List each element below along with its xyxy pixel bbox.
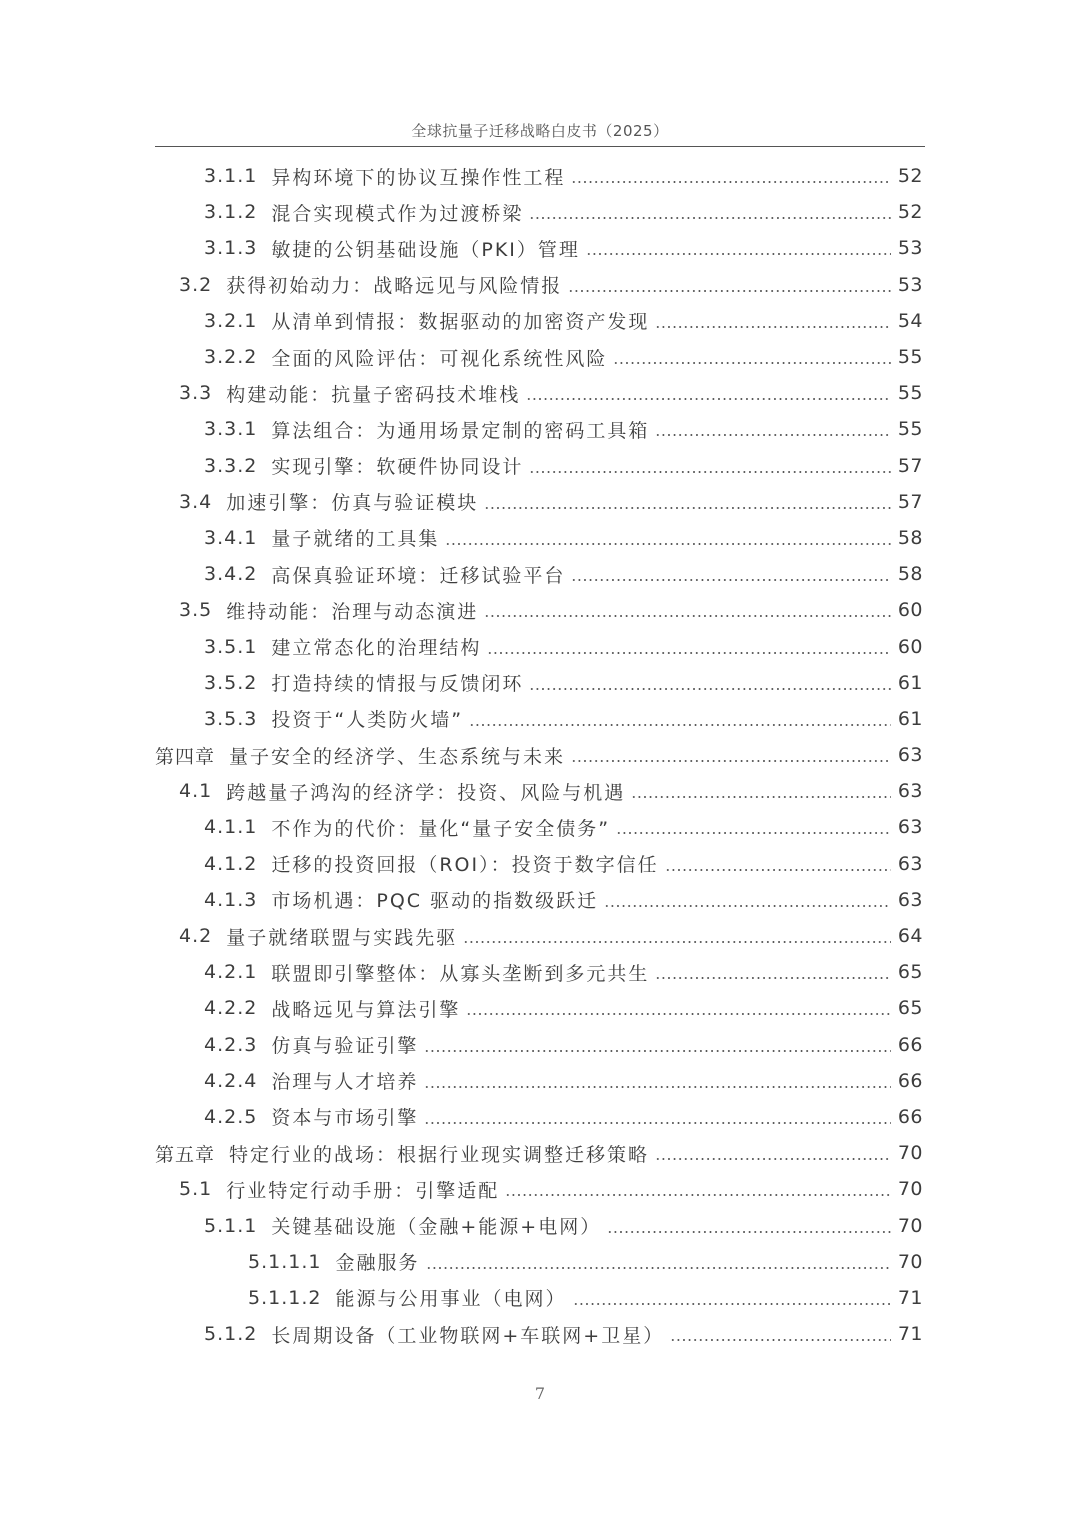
toc-entry-number: 4.2.4 <box>204 1069 258 1092</box>
toc-dot-leader <box>571 579 891 581</box>
toc-dot-leader <box>607 1231 891 1233</box>
toc-entry[interactable] <box>155 701 923 737</box>
toc-entry-number: 3.3.2 <box>204 454 258 477</box>
toc-entry-number: 4.1.1 <box>204 816 258 839</box>
toc-entry-title: 市场机遇：PQC 驱动的指数级跃迁 <box>271 890 599 913</box>
toc-dot-leader <box>665 869 891 871</box>
toc-entry-title: 量子就绪联盟与实践先驱 <box>226 926 458 949</box>
toc-entry-number: 5.1.1 <box>204 1214 258 1237</box>
toc-entry-number: 4.2.3 <box>204 1033 258 1056</box>
toc-entry-title: 构建动能：抗量子密码技术堆栈 <box>226 383 521 406</box>
toc-entry-page: 63 <box>897 744 923 767</box>
toc-entry-title: 金融服务 <box>335 1252 420 1275</box>
toc-dot-leader <box>655 434 891 436</box>
toc-entry-page: 66 <box>897 1105 923 1128</box>
toc-entry-number: 3.2.1 <box>204 309 258 332</box>
toc-entry-page: 70 <box>897 1214 923 1237</box>
toc-entry-title: 不作为的代价：量化“量子安全债务” <box>271 817 611 840</box>
toc-entry-number: 5.1 <box>179 1178 213 1201</box>
toc-entry-page: 71 <box>897 1323 923 1346</box>
toc-entry-number: 3.5 <box>179 599 213 622</box>
toc-entry-page: 61 <box>897 707 923 730</box>
toc-dot-leader <box>573 1303 892 1305</box>
toc-entry-title: 全面的风险评估：可视化系统性风险 <box>271 347 608 370</box>
toc-entry-page: 64 <box>897 925 923 948</box>
toc-entry[interactable] <box>155 954 923 990</box>
toc-entry-number: 3.1.3 <box>204 237 258 260</box>
toc-entry[interactable] <box>155 1063 923 1099</box>
toc-entry-title: 特定行业的战场：根据行业现实调整迁移策略 <box>229 1143 650 1166</box>
toc-entry[interactable] <box>155 411 923 447</box>
toc-entry[interactable] <box>155 1099 923 1135</box>
toc-entry-page: 54 <box>897 309 923 332</box>
toc-entry-number: 3.3 <box>179 382 213 405</box>
toc-entry-number: 5.1.1.1 <box>248 1250 322 1273</box>
toc-entry-number: 3.3.1 <box>204 418 258 441</box>
toc-dot-leader <box>529 217 891 219</box>
toc-entry-number: 4.1 <box>179 780 213 803</box>
toc-entry-page: 58 <box>897 526 923 549</box>
toc-entry[interactable] <box>155 484 923 520</box>
toc-entry-number: 4.2.1 <box>204 961 258 984</box>
page-number: 7 <box>534 1384 546 1403</box>
toc-entry[interactable] <box>155 1207 923 1243</box>
toc-dot-leader <box>529 688 891 690</box>
table-of-contents <box>155 158 923 1352</box>
toc-entry-title: 迁移的投资回报（ROI）：投资于数字信任 <box>271 854 659 877</box>
toc-entry-title: 长周期设备（工业物联网+车联网+卫星） <box>271 1324 665 1347</box>
toc-entry-page: 63 <box>897 780 923 803</box>
toc-entry-page: 70 <box>897 1178 923 1201</box>
toc-entry-page: 60 <box>897 635 923 658</box>
toc-entry-page: 55 <box>897 418 923 441</box>
toc-entry[interactable] <box>155 628 923 664</box>
toc-entry-title: 维持动能：治理与动态演进 <box>226 600 479 623</box>
toc-dot-leader <box>487 652 891 654</box>
toc-entry-title: 能源与公用事业（电网） <box>335 1288 567 1311</box>
toc-entry-number: 4.2 <box>179 925 213 948</box>
toc-entry[interactable] <box>155 194 923 230</box>
toc-entry[interactable] <box>155 846 923 882</box>
toc-entry[interactable] <box>155 737 923 773</box>
toc-entry-title: 跨越量子鸿沟的经济学：投资、风险与机遇 <box>226 781 626 804</box>
toc-entry-page: 53 <box>897 237 923 260</box>
toc-entry[interactable] <box>155 556 923 592</box>
toc-dot-leader <box>424 1122 891 1124</box>
toc-dot-leader <box>424 1086 891 1088</box>
toc-entry-title: 量子就绪的工具集 <box>271 528 440 551</box>
toc-entry[interactable] <box>155 809 923 845</box>
toc-entry-page: 65 <box>897 961 923 984</box>
toc-entry-number: 3.1.1 <box>204 165 258 188</box>
toc-entry-title: 高保真验证环境：迁移试验平台 <box>271 564 566 587</box>
toc-entry[interactable] <box>155 918 923 954</box>
header-divider <box>155 146 925 147</box>
toc-dot-leader <box>463 941 891 943</box>
toc-entry-title: 战略远见与算法引擎 <box>271 998 461 1021</box>
toc-dot-leader <box>613 362 891 364</box>
toc-entry-number: 3.5.2 <box>204 671 258 694</box>
toc-dot-leader <box>586 253 891 255</box>
toc-entry-page: 66 <box>897 1069 923 1092</box>
toc-entry-title: 联盟即引擎整体：从寡头垄断到多元共生 <box>271 962 650 985</box>
toc-dot-leader <box>655 1158 891 1160</box>
toc-entry-title: 建立常态化的治理结构 <box>271 637 482 660</box>
toc-entry[interactable] <box>155 1244 923 1280</box>
toc-entry-title: 获得初始动力：战略远见与风险情报 <box>226 275 563 298</box>
toc-entry-title: 异构环境下的协议互操作性工程 <box>271 166 566 189</box>
toc-entry-title: 投资于“人类防火墙” <box>271 709 464 732</box>
toc-entry-page: 57 <box>897 490 923 513</box>
toc-entry-page: 63 <box>897 852 923 875</box>
toc-entry-title: 混合实现模式作为过渡桥梁 <box>271 202 524 225</box>
toc-dot-leader <box>526 398 891 400</box>
toc-entry-title: 实现引擎：软硬件协同设计 <box>271 456 524 479</box>
toc-entry[interactable] <box>155 1171 923 1207</box>
toc-entry-number: 3.1.2 <box>204 201 258 224</box>
toc-entry-number: 4.1.2 <box>204 852 258 875</box>
toc-entry[interactable] <box>155 1280 923 1316</box>
page-header-title: 全球抗量子迁移战略白皮书（2025） <box>411 122 669 140</box>
toc-entry-page: 70 <box>897 1250 923 1273</box>
toc-entry[interactable] <box>155 158 923 194</box>
toc-entry-title: 打造持续的情报与反馈闭环 <box>271 673 524 696</box>
toc-entry-number: 5.1.1.2 <box>248 1286 322 1309</box>
toc-entry-number: 3.4 <box>179 490 213 513</box>
toc-entry-title: 从清单到情报：数据驱动的加密资产发现 <box>271 311 650 334</box>
toc-entry-page: 63 <box>897 888 923 911</box>
toc-entry[interactable] <box>155 230 923 266</box>
toc-entry-title: 量子安全的经济学、生态系统与未来 <box>229 745 566 768</box>
toc-dot-leader <box>571 760 891 762</box>
toc-entry-title: 关键基础设施（金融+能源+电网） <box>271 1216 602 1239</box>
toc-entry[interactable] <box>155 1316 923 1352</box>
toc-entry[interactable] <box>155 303 923 339</box>
toc-entry-number: 3.2 <box>179 273 213 296</box>
toc-entry[interactable] <box>155 1027 923 1063</box>
toc-entry-number: 4.2.2 <box>204 997 258 1020</box>
toc-entry[interactable] <box>155 1135 923 1171</box>
toc-entry-number: 3.4.2 <box>204 563 258 586</box>
toc-entry-number: 3.5.3 <box>204 707 258 730</box>
toc-entry-page: 71 <box>897 1286 923 1309</box>
toc-entry-page: 61 <box>897 671 923 694</box>
toc-dot-leader <box>445 543 891 545</box>
toc-entry[interactable] <box>155 773 923 809</box>
toc-dot-leader <box>655 977 891 979</box>
toc-entry-number: 3.4.1 <box>204 526 258 549</box>
toc-entry[interactable] <box>155 448 923 484</box>
toc-entry-title: 行业特定行动手册：引擎适配 <box>226 1179 500 1202</box>
toc-entry-number: 4.2.5 <box>204 1105 258 1128</box>
toc-dot-leader <box>655 326 891 328</box>
toc-entry-page: 58 <box>897 563 923 586</box>
toc-entry-number: 第五章 <box>155 1143 216 1166</box>
toc-entry[interactable] <box>155 339 923 375</box>
toc-dot-leader <box>529 471 891 473</box>
toc-entry-page: 52 <box>897 165 923 188</box>
toc-entry-number: 5.1.2 <box>204 1323 258 1346</box>
toc-dot-leader <box>568 290 891 292</box>
toc-dot-leader <box>484 507 891 509</box>
toc-entry-page: 70 <box>897 1142 923 1165</box>
toc-entry-page: 63 <box>897 816 923 839</box>
toc-entry-number: 4.1.3 <box>204 888 258 911</box>
toc-entry-number: 第四章 <box>155 745 216 768</box>
toc-entry[interactable] <box>155 375 923 411</box>
toc-entry-page: 65 <box>897 997 923 1020</box>
toc-dot-leader <box>571 181 891 183</box>
toc-dot-leader <box>616 832 891 834</box>
toc-entry-page: 66 <box>897 1033 923 1056</box>
toc-entry[interactable] <box>155 520 923 556</box>
toc-entry[interactable] <box>155 592 923 628</box>
toc-entry-page: 55 <box>897 346 923 369</box>
toc-dot-leader <box>469 724 891 726</box>
toc-dot-leader <box>426 1267 892 1269</box>
toc-dot-leader <box>604 905 891 907</box>
toc-entry-title: 仿真与验证引擎 <box>271 1035 419 1058</box>
toc-entry-title: 资本与市场引擎 <box>271 1107 419 1130</box>
toc-entry-page: 60 <box>897 599 923 622</box>
toc-entry-title: 加速引擎：仿真与验证模块 <box>226 492 479 515</box>
toc-dot-leader <box>484 615 891 617</box>
toc-entry-number: 3.2.2 <box>204 346 258 369</box>
toc-dot-leader <box>466 1013 891 1015</box>
toc-dot-leader <box>424 1050 891 1052</box>
toc-entry[interactable] <box>155 882 923 918</box>
toc-entry-page: 57 <box>897 454 923 477</box>
toc-entry-number: 3.5.1 <box>204 635 258 658</box>
toc-dot-leader <box>631 796 891 798</box>
toc-dot-leader <box>505 1194 891 1196</box>
toc-dot-leader <box>670 1339 891 1341</box>
toc-entry-title: 敏捷的公钥基础设施（PKI）管理 <box>271 238 580 261</box>
toc-entry-page: 55 <box>897 382 923 405</box>
toc-entry-title: 算法组合：为通用场景定制的密码工具箱 <box>271 419 650 442</box>
toc-entry-page: 52 <box>897 201 923 224</box>
toc-entry[interactable] <box>155 665 923 701</box>
toc-entry-title: 治理与人才培养 <box>271 1071 419 1094</box>
toc-entry-page: 53 <box>897 273 923 296</box>
toc-entry[interactable] <box>155 990 923 1026</box>
toc-entry[interactable] <box>155 267 923 303</box>
